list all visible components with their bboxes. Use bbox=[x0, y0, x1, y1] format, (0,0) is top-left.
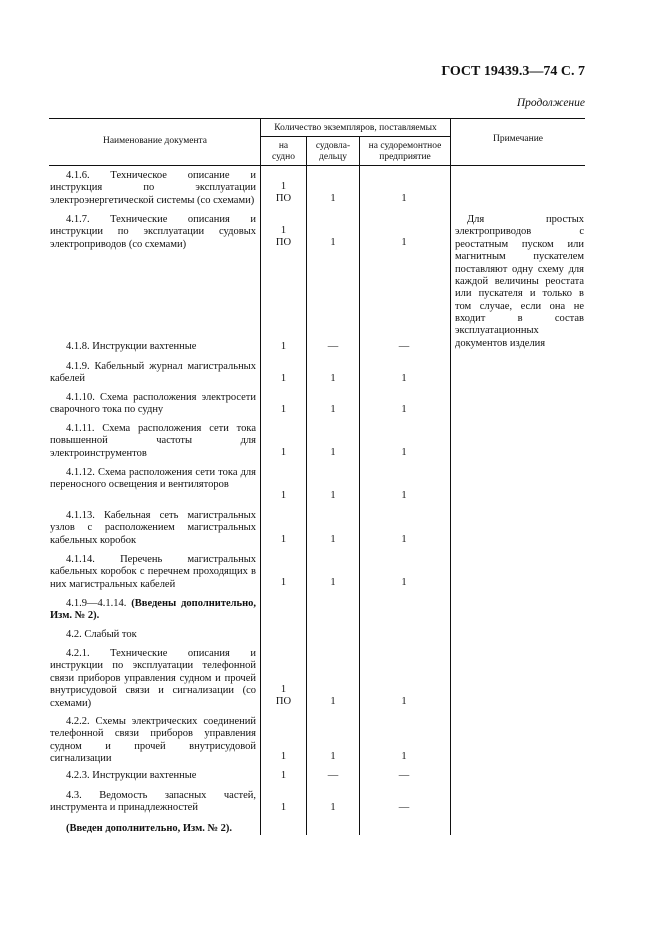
table-row-doc: 4.1.12. Схема расположения сети тока для переносного освещения и вентиляторов bbox=[50, 467, 256, 491]
table-row-doc: 4.3. Ведомость запасных частей, инструмента и принадлежностей bbox=[50, 790, 256, 814]
yard-qty: 1 bbox=[401, 534, 407, 545]
header-ship: на судно bbox=[272, 141, 295, 163]
yard-qty: — bbox=[398, 341, 410, 352]
amendment-note: 4.1.9—4.1.14. (Введены дополнительно, Изм. № 2). bbox=[50, 598, 256, 622]
yard-qty: 1 bbox=[401, 447, 407, 458]
ship-qty: 1 bbox=[280, 404, 287, 415]
ship-qty: 1 bbox=[280, 751, 287, 762]
table-row-doc: 4.1.8. Инструкции вахтенные bbox=[66, 341, 197, 352]
page-header: ГОСТ 19439.3—74 С. 7 bbox=[441, 64, 585, 79]
yard-qty: 1 bbox=[401, 577, 407, 588]
owner-qty: 1 bbox=[330, 193, 336, 204]
owner-qty: 1 bbox=[330, 490, 336, 501]
ship-qty: 1 ПО bbox=[275, 225, 292, 249]
yard-qty: — bbox=[398, 770, 410, 781]
table-row-doc: 4.1.7. Технические описания и инструкции по эксплуатации судовых электроприводов (со схемами) bbox=[50, 214, 256, 250]
yard-qty: 1 bbox=[401, 193, 407, 204]
header-doc-name: Наименование документа bbox=[102, 136, 208, 146]
owner-qty: 1 bbox=[330, 751, 336, 762]
table-row-doc: 4.1.9. Кабельный журнал магистральных кабелей bbox=[50, 361, 256, 385]
ship-qty: 1 bbox=[280, 490, 287, 501]
yard-qty: 1 bbox=[401, 696, 407, 707]
table-row-doc: 4.1.6. Техническое описание и инструкция по эксплуатации электроэнергетической системы (со схемами) bbox=[50, 170, 256, 206]
col-divider-4 bbox=[450, 118, 451, 835]
ship-qty: 1 bbox=[280, 341, 287, 352]
table-row-doc: 4.1.14. Перечень магистральных кабельных коробок с перечнем проходящих в них магистральных кабелей bbox=[50, 554, 256, 590]
owner-qty: 1 bbox=[330, 696, 336, 707]
ship-qty: 1 bbox=[280, 770, 287, 781]
owner-qty: — bbox=[327, 341, 339, 352]
section-heading: 4.2. Слабый ток bbox=[66, 629, 137, 640]
subheader-rule bbox=[260, 136, 450, 137]
ship-qty: 1 ПО bbox=[275, 684, 292, 708]
header-repair-yard: на судоремонтное предприятие bbox=[368, 141, 442, 163]
ship-qty: 1 bbox=[280, 577, 287, 588]
table-row-doc: 4.2.1. Технические описания и инструкции по эксплуатации телефонной связи приборов управления судном и прочей внутрисудовой связи и сигнализации (со схемами) bbox=[50, 648, 256, 709]
yard-qty: 1 bbox=[401, 490, 407, 501]
table-row-doc: 4.2.2. Схемы электрических соединений телефонной связи приборов управления судном и прочей внутрисудовой сигнализации bbox=[50, 716, 256, 765]
table-top-rule bbox=[49, 118, 585, 119]
owner-qty: — bbox=[327, 770, 339, 781]
yard-qty: 1 bbox=[401, 404, 407, 415]
yard-qty: 1 bbox=[401, 373, 407, 384]
yard-qty: 1 bbox=[401, 237, 407, 248]
owner-qty: 1 bbox=[330, 534, 336, 545]
owner-qty: 1 bbox=[330, 577, 336, 588]
ship-qty: 1 bbox=[280, 802, 287, 813]
table-row-doc: 4.1.11. Схема расположения сети тока повышенной частоты для электроинструментов bbox=[50, 423, 256, 459]
amendment-note: (Введен дополнительно, Изм. № 2). bbox=[66, 823, 233, 834]
owner-qty: 1 bbox=[330, 802, 336, 813]
table-row-doc: 4.1.10. Схема расположения электросети сварочного тока по судну bbox=[50, 392, 256, 416]
note-text: Для простых электроприводов с реостатным пуском или магнитным пускателем поставляют одну схему для каждой величины реостата или пускателя и только в том случае, если она не входит в состав эксплуатационных документов изделия bbox=[455, 214, 584, 349]
owner-qty: 1 bbox=[330, 373, 336, 384]
ship-qty: 1 bbox=[280, 447, 287, 458]
owner-qty: 1 bbox=[330, 404, 336, 415]
continuation-label: Продолжение bbox=[516, 97, 585, 109]
header-note: Примечание bbox=[492, 134, 544, 144]
ship-qty: 1 ПО bbox=[275, 181, 292, 205]
owner-qty: 1 bbox=[330, 447, 336, 458]
header-bottom-rule bbox=[49, 165, 585, 166]
table-row-doc: 4.2.3. Инструкции вахтенные bbox=[66, 770, 197, 781]
header-owner: судовла- дельцу bbox=[315, 141, 351, 163]
ship-qty: 1 bbox=[280, 373, 287, 384]
yard-qty: — bbox=[398, 802, 410, 813]
ship-qty: 1 bbox=[280, 534, 287, 545]
table-row-doc: 4.1.13. Кабельная сеть магистральных узлов с расположением магистральных кабельных коробок bbox=[50, 510, 256, 546]
header-quantity: Количество экземпляров, поставляемых bbox=[274, 123, 437, 133]
yard-qty: 1 bbox=[401, 751, 407, 762]
owner-qty: 1 bbox=[330, 237, 336, 248]
